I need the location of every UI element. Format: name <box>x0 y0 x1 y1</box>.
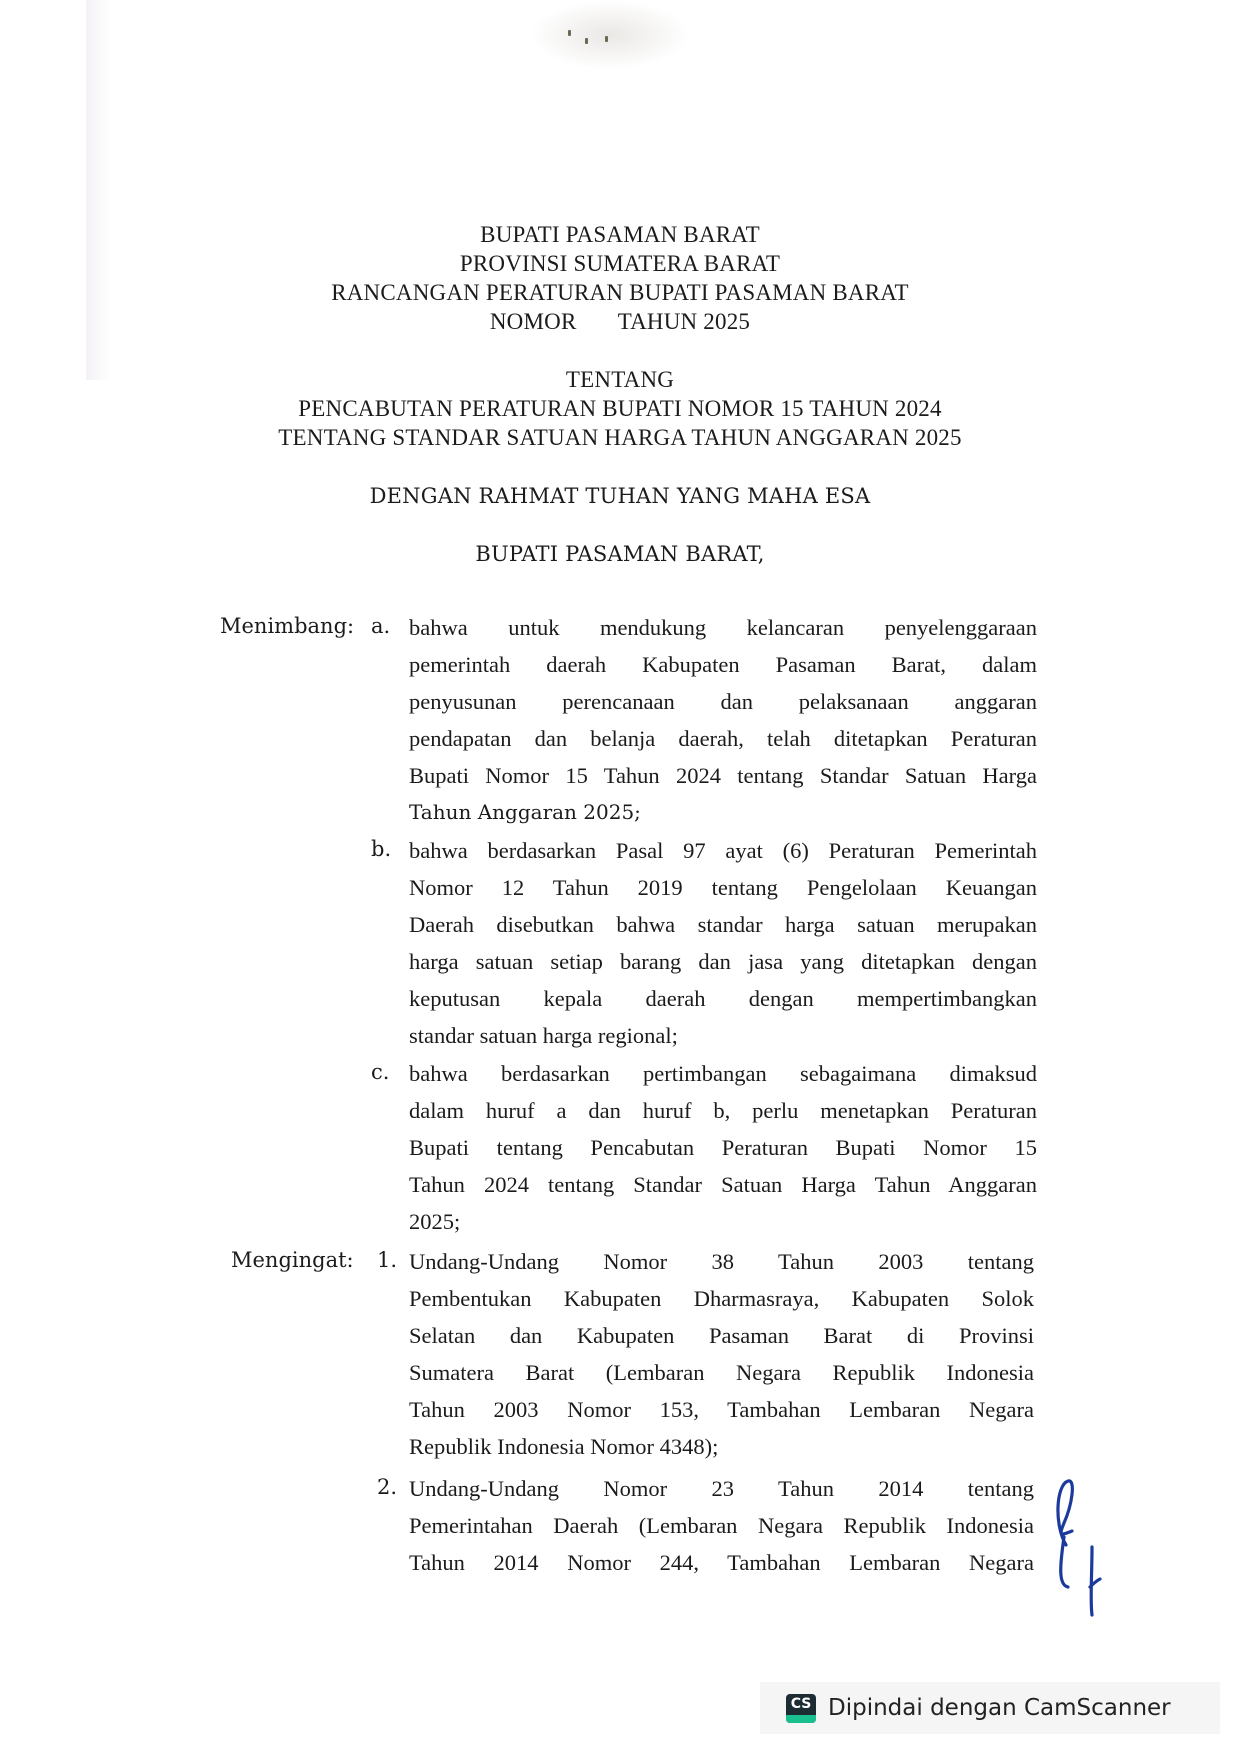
menimbang-marker-b: b. <box>371 837 392 861</box>
initial-stroke-2 <box>1090 1547 1100 1615</box>
camscanner-text: Dipindai dengan CamScanner <box>828 1695 1171 1721</box>
menimbang-item-c <box>409 1055 1037 1240</box>
text-line: Undang-Undang Nomor 38 Tahun 2003 tentang <box>409 1249 1034 1274</box>
text-line: Tahun Anggaran 2025; <box>409 800 641 824</box>
text-line: dalam huruf a dan huruf b, perlu menetapkan Peraturan <box>409 1098 1037 1123</box>
menimbang-marker-a: a. <box>371 614 391 638</box>
text-line: Pemerintahan Daerah (Lembaran Negara Republik Indonesia <box>409 1513 1034 1538</box>
menimbang-item-a <box>409 609 1037 831</box>
handwritten-initials <box>1050 1475 1110 1625</box>
text-line: Nomor 12 Tahun 2019 tentang Pengelolaan Keuangan <box>409 875 1037 900</box>
initial-stroke-1 <box>1058 1481 1072 1587</box>
text-line: Republik Indonesia Nomor 4348); <box>409 1434 719 1459</box>
mengingat-item-1 <box>409 1243 1034 1465</box>
text-line: Pembentukan Kabupaten Dharmasraya, Kabupaten Solok <box>409 1286 1034 1311</box>
blessing: DENGAN RAHMAT TUHAN YANG MAHA ESA <box>369 484 871 508</box>
text-line: Sumatera Barat (Lembaran Negara Republik Indonesia <box>409 1360 1034 1385</box>
camscanner-watermark <box>760 1682 1220 1734</box>
title-line-1: PENCABUTAN PERATURAN BUPATI NOMOR 15 TAHUN 2024 <box>298 396 942 421</box>
mengingat-marker-1: 1. <box>377 1248 398 1272</box>
text-line: Undang-Undang Nomor 23 Tahun 2014 tentang <box>409 1476 1034 1501</box>
text-line: Tahun 2003 Nomor 153, Tambahan Lembaran Negara <box>409 1397 1034 1422</box>
text-line: pendapatan dan belanja daerah, telah ditetapkan Peraturan <box>409 726 1037 751</box>
text-line: keputusan kepala daerah dengan mempertimbangkan <box>409 986 1037 1011</box>
mengingat-label: Mengingat: <box>231 1248 354 1272</box>
text-line: 2025; <box>409 1209 461 1234</box>
text-line: bahwa berdasarkan Pasal 97 ayat (6) Peraturan Pemerintah <box>409 838 1037 863</box>
text-line: Selatan dan Kabupaten Pasaman Barat di Provinsi <box>409 1323 1034 1348</box>
camscanner-logo-icon: CS <box>786 1694 816 1723</box>
text-line: Daerah disebutkan bahwa standar harga satuan merupakan <box>409 912 1037 937</box>
text-line: penyusunan perencanaan dan pelaksanaan anggaran <box>409 689 1037 714</box>
header-line-4: NOMOR TAHUN 2025 <box>489 309 751 334</box>
header-line-1: BUPATI PASAMAN BARAT <box>480 222 760 247</box>
menimbang-item-b <box>409 832 1037 1054</box>
title-tentang: TENTANG <box>565 367 675 392</box>
title-line-2: TENTANG STANDAR SATUAN HARGA TAHUN ANGGARAN 2025 <box>278 425 962 450</box>
text-line: standar satuan harga regional; <box>409 1023 678 1048</box>
scan-speck <box>605 36 608 42</box>
mengingat-marker-2: 2. <box>377 1475 398 1499</box>
text-line: Tahun 2014 Nomor 244, Tambahan Lembaran Negara <box>409 1550 1034 1575</box>
menimbang-marker-c: c. <box>371 1060 390 1084</box>
header-line-2: PROVINSI SUMATERA BARAT <box>459 251 781 276</box>
scan-speck <box>585 38 588 44</box>
header-line-3: RANCANGAN PERATURAN BUPATI PASAMAN BARAT <box>331 280 909 305</box>
text-line: harga satuan setiap barang dan jasa yang ditetapkan dengan <box>409 949 1037 974</box>
text-line: Bupati Nomor 15 Tahun 2024 tentang Standar Satuan Harga <box>409 763 1037 788</box>
text-line: Tahun 2024 tentang Standar Satuan Harga Tahun Anggaran <box>409 1172 1037 1197</box>
scan-smudge <box>530 0 690 70</box>
text-line: Bupati tentang Pencabutan Peraturan Bupati Nomor 15 <box>409 1135 1037 1160</box>
mengingat-item-2 <box>409 1470 1034 1581</box>
text-line: bahwa untuk mendukung kelancaran penyelenggaraan <box>409 615 1037 640</box>
scan-speck <box>568 30 571 36</box>
official-title: BUPATI PASAMAN BARAT, <box>475 542 765 566</box>
text-line: bahwa berdasarkan pertimbangan sebagaimana dimaksud <box>409 1061 1037 1086</box>
text-line: pemerintah daerah Kabupaten Pasaman Barat, dalam <box>409 652 1037 677</box>
menimbang-label: Menimbang: <box>220 614 355 638</box>
